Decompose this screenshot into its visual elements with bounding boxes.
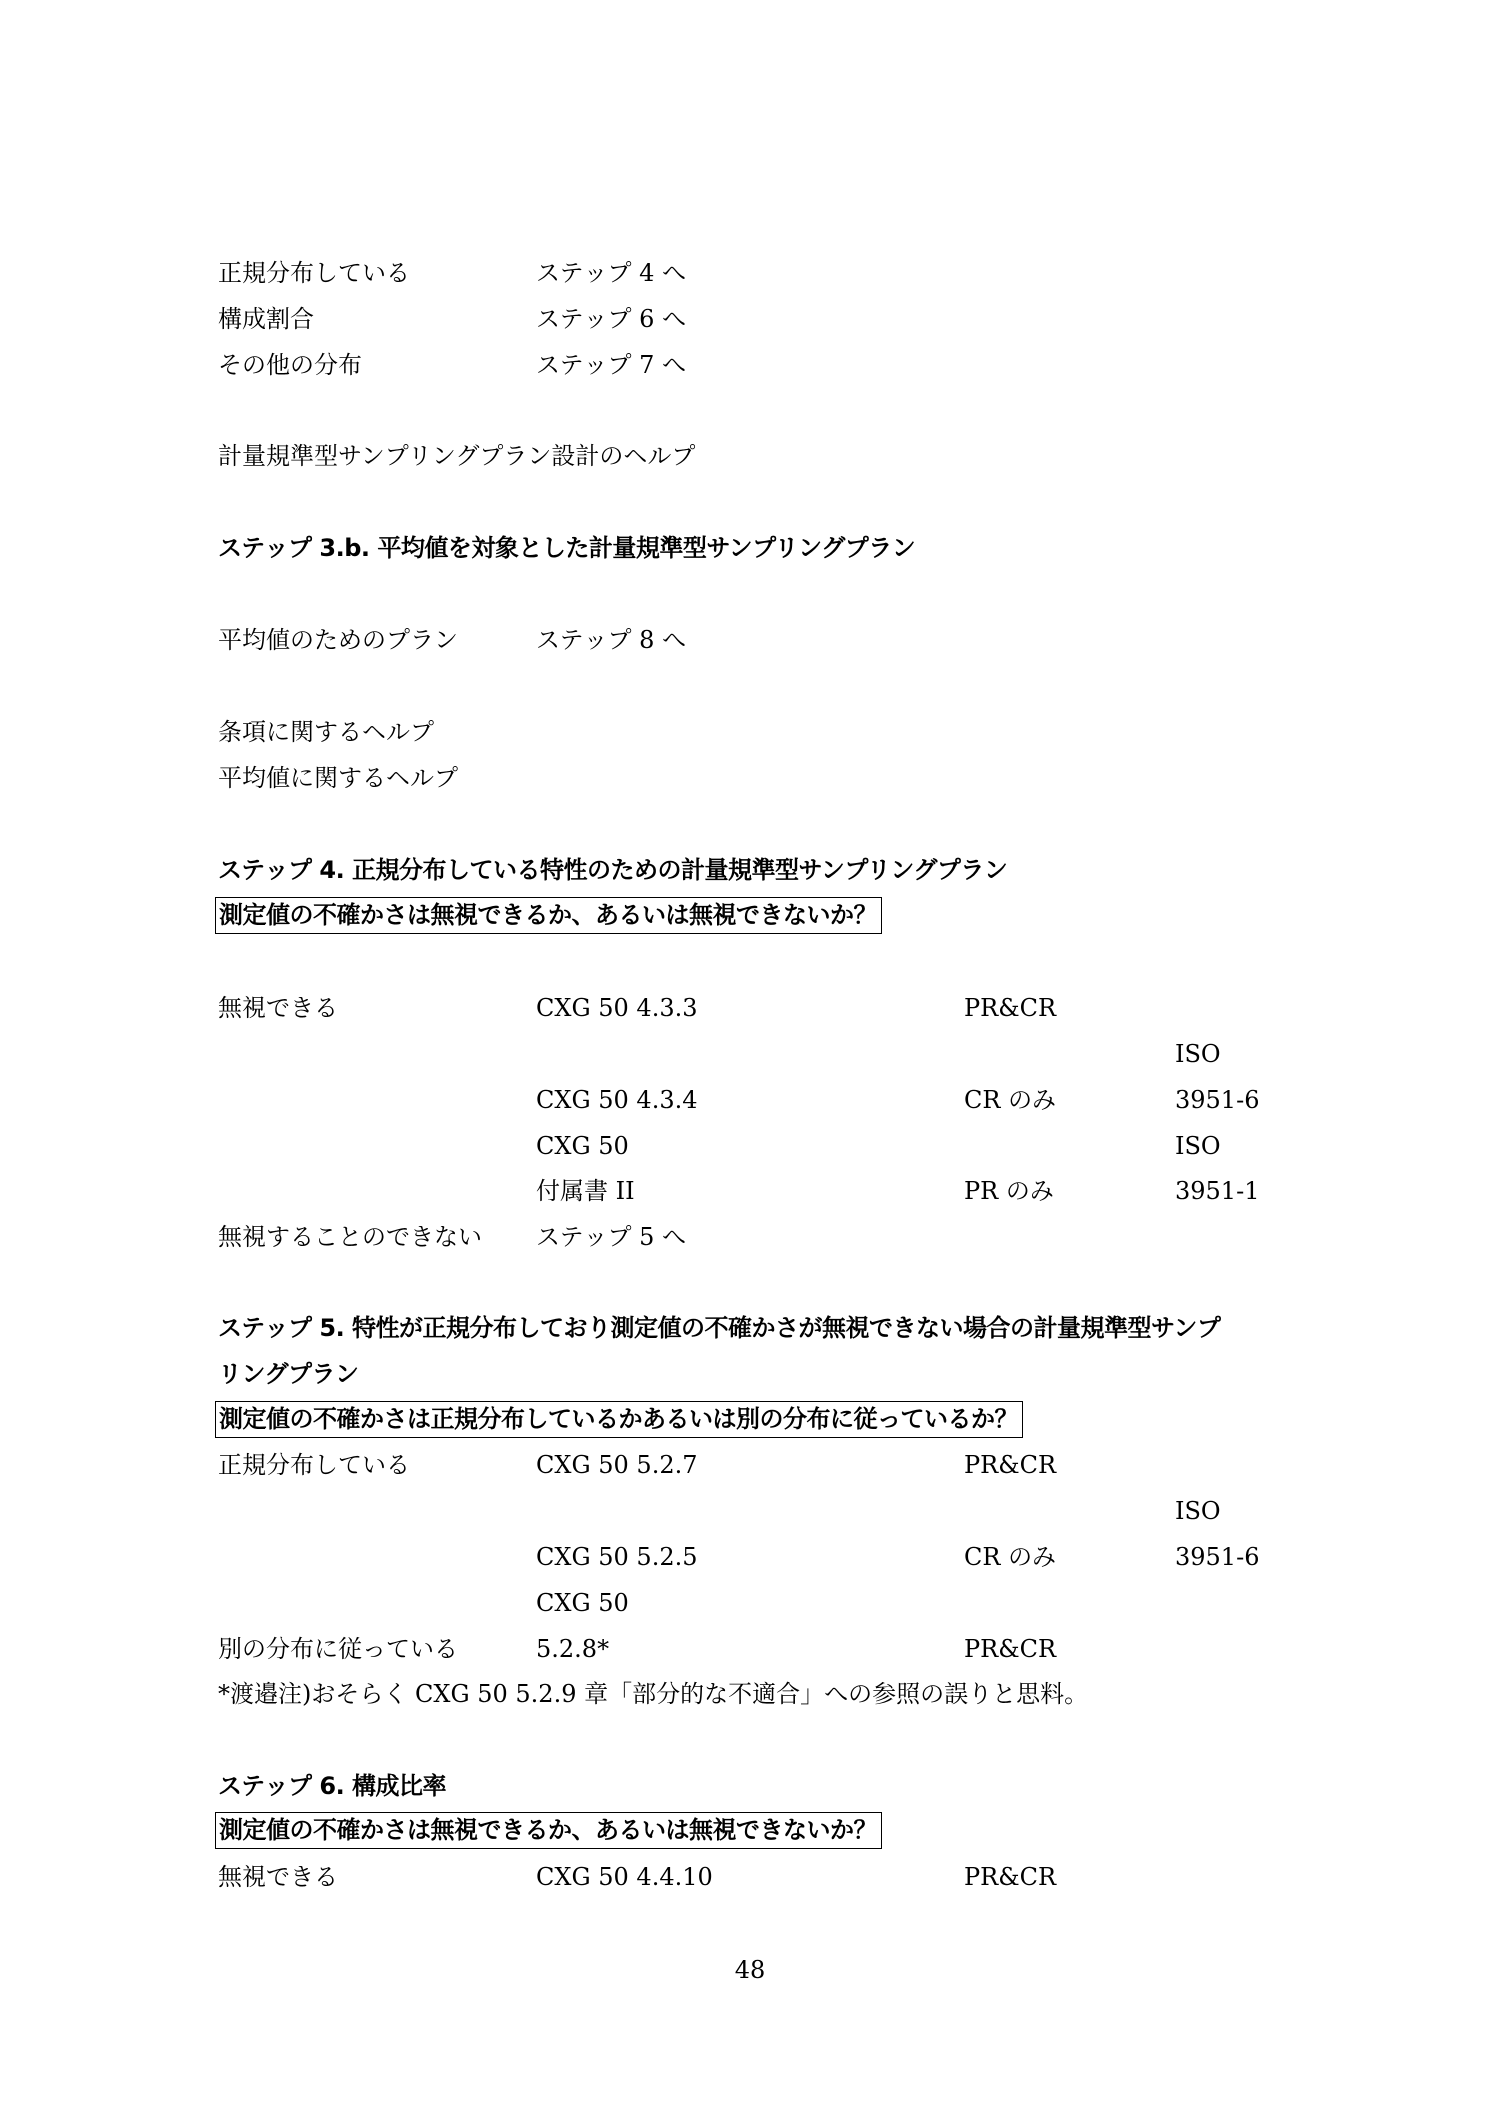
route-label: 構成割合 bbox=[218, 305, 314, 333]
help-link[interactable]: 平均値に関するヘルプ bbox=[218, 764, 458, 792]
route-target[interactable]: ステップ 6 へ bbox=[536, 305, 687, 333]
table-cell: CXG 50 4.3.4 bbox=[536, 1086, 698, 1114]
route-target[interactable]: ステップ 5 へ bbox=[536, 1223, 687, 1251]
table-cell: 無視できる bbox=[218, 1863, 338, 1891]
table-cell: CXG 50 5.2.5 bbox=[536, 1543, 698, 1571]
table-cell: 3951-1 bbox=[1175, 1177, 1260, 1205]
table-cell: PR&CR bbox=[964, 1451, 1057, 1479]
step6-question-box: 測定値の不確かさは無視できるか、あるいは無視できないか？ bbox=[215, 1812, 882, 1849]
table-cell: PR&CR bbox=[964, 1863, 1057, 1891]
step3b-heading: ステップ 3.b. 平均値を対象とした計量規準型サンプリングプラン bbox=[218, 534, 916, 562]
table-cell: PR&CR bbox=[964, 1635, 1057, 1663]
step5-question-box: 測定値の不確かさは正規分布しているかあるいは別の分布に従っているか？ bbox=[215, 1401, 1023, 1438]
route-label: 平均値のためのプラン bbox=[218, 626, 458, 654]
table-cell: ISO bbox=[1175, 1040, 1221, 1068]
table-cell: 無視することのできない bbox=[218, 1223, 482, 1251]
route-target[interactable]: ステップ 4 へ bbox=[536, 259, 687, 287]
table-cell: CXG 50 bbox=[536, 1132, 629, 1160]
table-cell: CR のみ bbox=[964, 1543, 1057, 1571]
help-link[interactable]: 条項に関するヘルプ bbox=[218, 718, 434, 746]
route-target[interactable]: ステップ 8 へ bbox=[536, 626, 687, 654]
table-cell: CR のみ bbox=[964, 1086, 1057, 1114]
table-cell: 5.2.8* bbox=[536, 1635, 610, 1663]
table-cell: CXG 50 4.4.10 bbox=[536, 1863, 713, 1891]
table-cell: 3951-6 bbox=[1175, 1086, 1260, 1114]
step4-heading: ステップ 4. 正規分布している特性のための計量規準型サンプリングプラン bbox=[218, 856, 1008, 884]
help-link[interactable]: 計量規準型サンプリングプラン設計のヘルプ bbox=[218, 442, 696, 470]
table-cell: 付属書 II bbox=[536, 1177, 635, 1205]
step4-question-box: 測定値の不確かさは無視できるか、あるいは無視できないか？ bbox=[215, 897, 882, 934]
table-cell: 別の分布に従っている bbox=[218, 1635, 458, 1663]
table-cell: 無視できる bbox=[218, 994, 338, 1022]
route-target[interactable]: ステップ 7 へ bbox=[536, 351, 687, 379]
step6-heading: ステップ 6. 構成比率 bbox=[218, 1772, 447, 1800]
table-cell: ISO bbox=[1175, 1497, 1221, 1525]
table-cell: CXG 50 bbox=[536, 1589, 629, 1617]
table-cell: ISO bbox=[1175, 1132, 1221, 1160]
table-cell: CXG 50 4.3.3 bbox=[536, 994, 698, 1022]
route-label: 正規分布している bbox=[218, 259, 410, 287]
step5-heading: ステップ 5. 特性が正規分布しており測定値の不確かさが無視できない場合の計量規準型サンプ bbox=[218, 1314, 1221, 1342]
table-cell: PR のみ bbox=[964, 1177, 1054, 1205]
translator-note: *渡邉注)おそらく CXG 50 5.2.9 章「部分的な不適合」への参照の誤りと思料。 bbox=[218, 1680, 1089, 1708]
table-cell: 正規分布している bbox=[218, 1451, 410, 1479]
table-cell: PR&CR bbox=[964, 994, 1057, 1022]
step5-heading-cont: リングプラン bbox=[218, 1360, 359, 1388]
page-number: 48 bbox=[734, 1956, 766, 1984]
table-cell: CXG 50 5.2.7 bbox=[536, 1451, 698, 1479]
route-label: その他の分布 bbox=[218, 351, 362, 379]
table-cell: 3951-6 bbox=[1175, 1543, 1260, 1571]
